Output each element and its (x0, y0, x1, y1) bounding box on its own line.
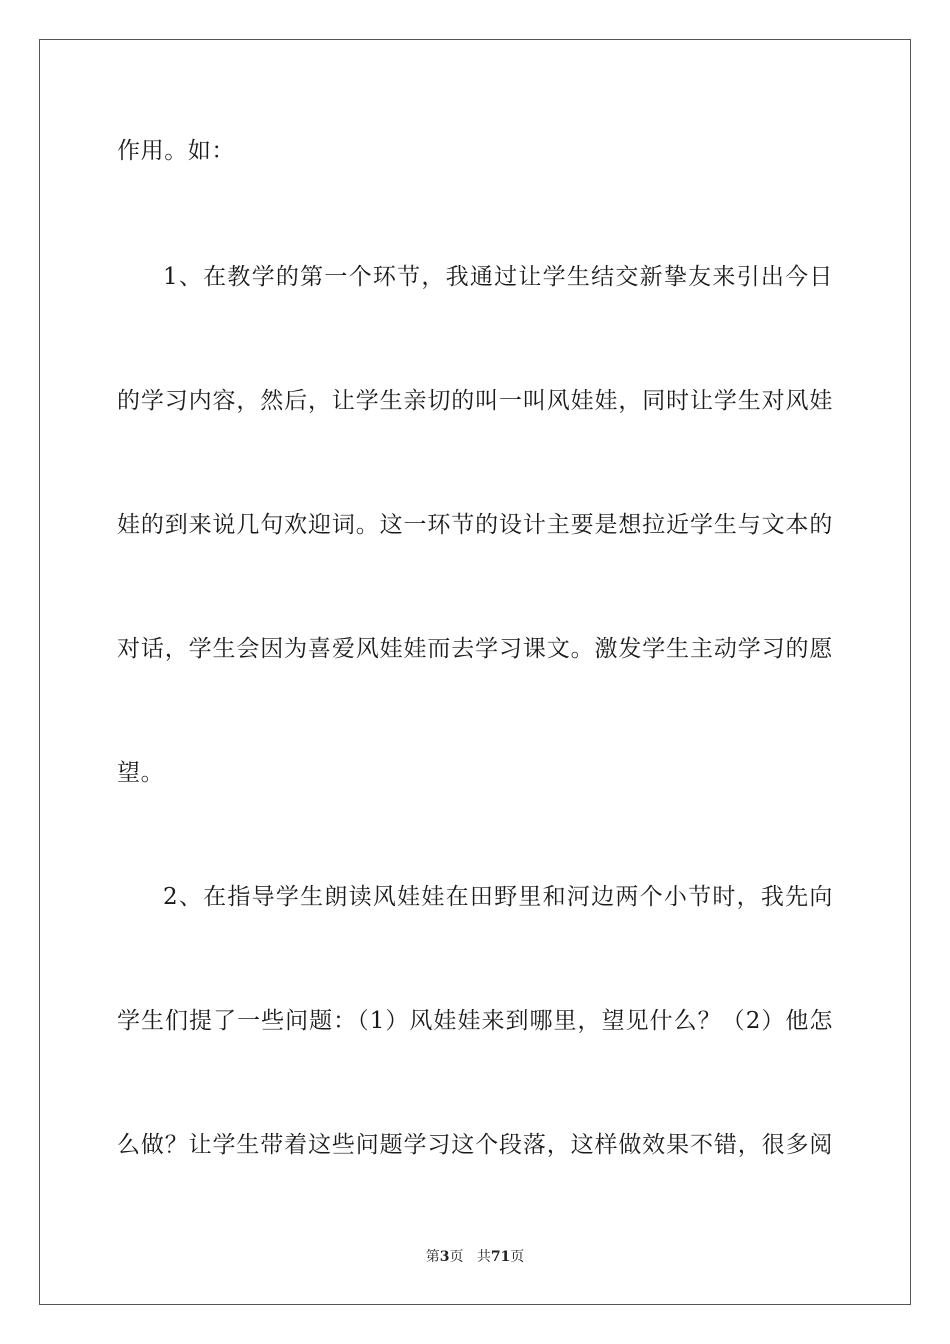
text-line: 娃的到来说几句欢迎词。这一环节的设计主要是想拉近学生与文本的 (117, 512, 834, 538)
paragraph-2-line-1 (163, 882, 833, 912)
text-line: 2、在指导学生朗读风娃娃在田野里和河边两个小节时，我先向 (163, 884, 834, 910)
text-line: 望。 (117, 760, 165, 786)
page-prefix: 第 (425, 1249, 440, 1265)
text-line: 作用。如： (117, 138, 235, 164)
text-line: 学生们提了一些问题：（1）风娃娃来到哪里，望见什么？（2）他怎 (117, 1008, 834, 1034)
page-footer (0, 1248, 950, 1266)
page-current-number: 3 (439, 1249, 450, 1265)
paragraph-1-line-1 (163, 262, 833, 292)
total-suffix: 页 (510, 1249, 525, 1265)
page-suffix: 页 (449, 1249, 464, 1265)
total-prefix: 共 (476, 1249, 491, 1265)
text-line: 对话，学生会因为喜爱风娃娃而去学习课文。激发学生主动学习的愿 (117, 636, 834, 662)
page-total-number: 71 (490, 1249, 511, 1265)
text-line: 么做？让学生带着这些问题学习这个段落，这样做效果不错，很多阅 (117, 1132, 834, 1158)
page-frame (39, 39, 911, 1305)
text-line: 的学习内容，然后，让学生亲切的叫一叫风娃娃，同时让学生对风娃 (117, 388, 834, 414)
text-line: 1、在教学的第一个环节，我通过让学生结交新挚友来引出今日 (163, 264, 834, 290)
